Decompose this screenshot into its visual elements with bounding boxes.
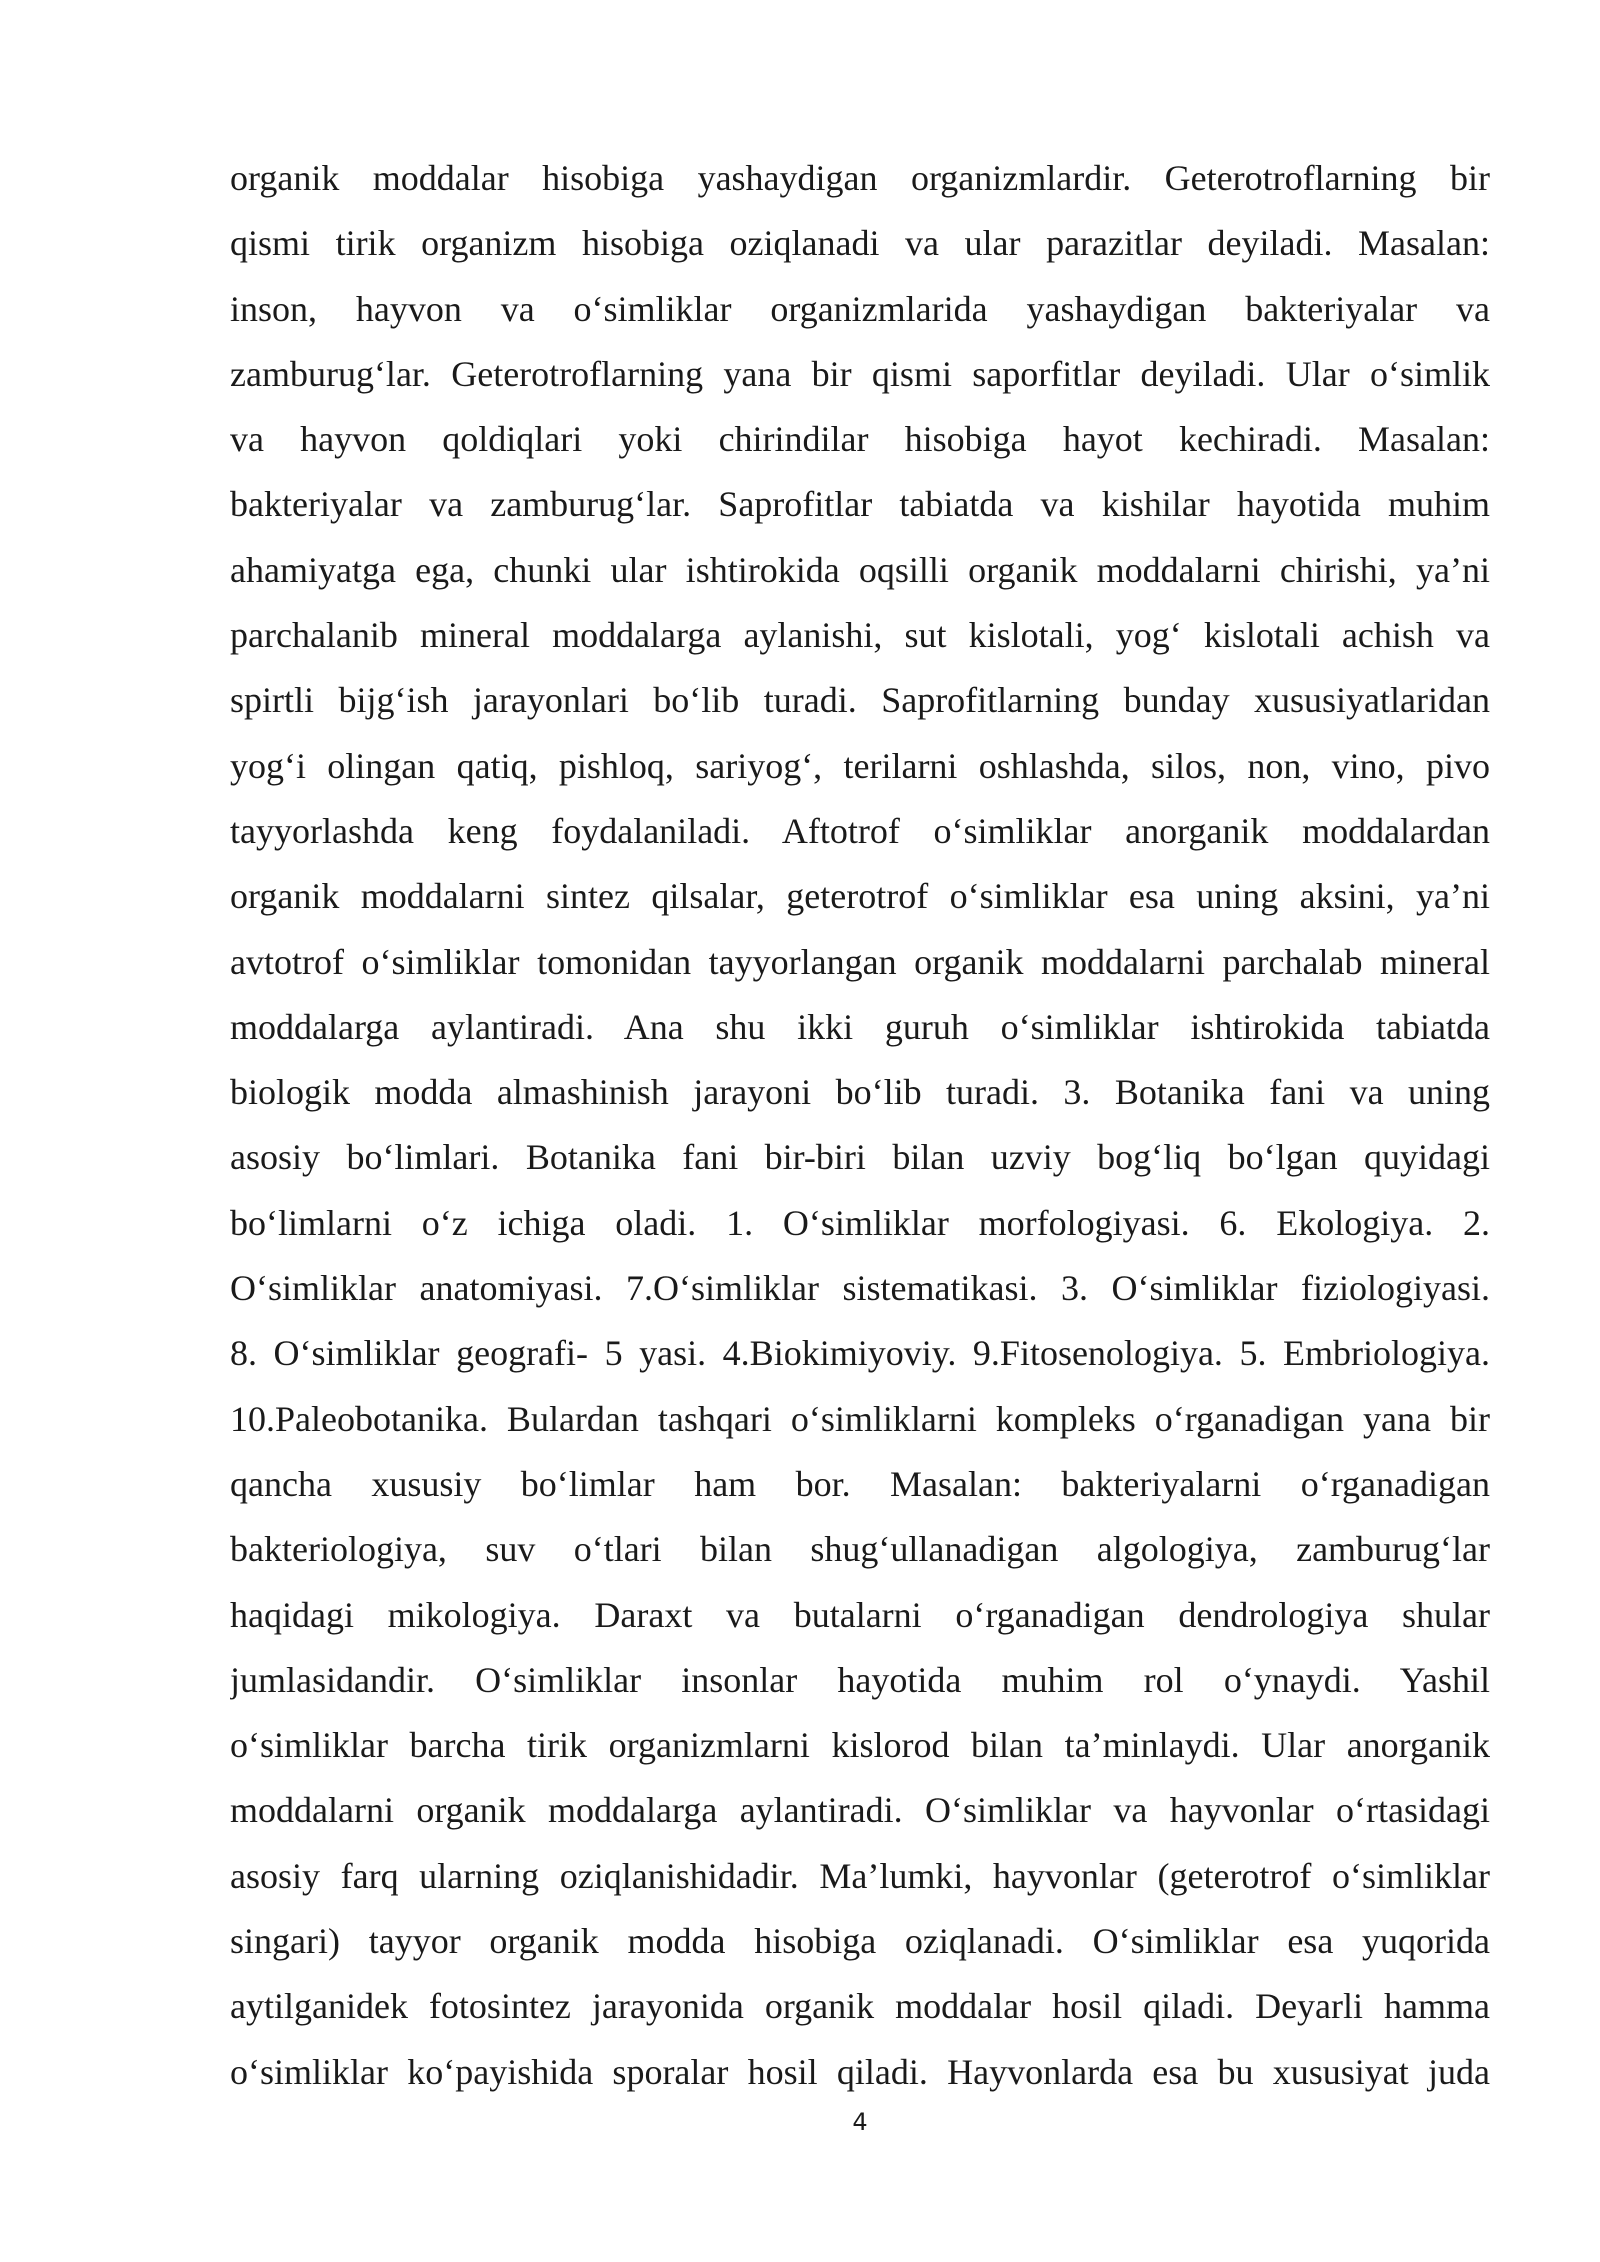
- text-line: 8. O‘simliklar geografi- 5 yasi. 4.Biokimiyoviy. 9.Fitosenologiya. 5. Embriologiya.: [230, 1333, 1490, 1374]
- text-line: asosiy farq ularning oziqlanishidadir. Ma’lumki, hayvonlar (geterotrof o‘simliklar: [230, 1855, 1490, 1896]
- text-line: O‘simliklar anatomiyasi. 7.O‘simliklar sistematikasi. 3. O‘simliklar fiziologiyasi.: [230, 1268, 1490, 1309]
- text-line: avtotrof o‘simliklar tomonidan tayyorlangan organik moddalarni parchalab mineral: [230, 941, 1490, 982]
- text-line: asosiy bo‘limlari. Botanika fani bir-biri bilan uzviy bog‘liq bo‘lgan quyidagi: [230, 1137, 1490, 1178]
- text-line: o‘simliklar ko‘payishida sporalar hosil qiladi. Hayvonlarda esa bu xususiyat juda: [230, 2051, 1490, 2092]
- text-line: bakteriologiya, suv o‘tlari bilan shug‘ullanadigan algologiya, zamburug‘lar: [230, 1529, 1490, 1570]
- text-line: moddalarni organik moddalarga aylantiradi. O‘simliklar va hayvonlar o‘rtasidagi: [230, 1790, 1490, 1831]
- text-line: moddalarga aylantiradi. Ana shu ikki guruh o‘simliklar ishtirokida tabiatda: [230, 1006, 1490, 1047]
- text-line: organik moddalarni sintez qilsalar, geterotrof o‘simliklar esa uning aksini, ya’ni: [230, 876, 1490, 917]
- text-line: singari) tayyor organik modda hisobiga oziqlanadi. O‘simliklar esa yuqorida: [230, 1921, 1490, 1962]
- text-line: tayyorlashda keng foydalaniladi. Aftotrof o‘simliklar anorganik moddalardan: [230, 810, 1490, 851]
- text-line: ahamiyatga ega, chunki ular ishtirokida oqsilli organik moddalarni chirishi, ya’ni: [230, 549, 1490, 590]
- text-line: haqidagi mikologiya. Daraxt va butalarni o‘rganadigan dendrologiya shular: [230, 1594, 1490, 1635]
- body-paragraph: [230, 146, 1490, 2105]
- text-line: biologik modda almashinish jarayoni bo‘lib turadi. 3. Botanika fani va uning: [230, 1072, 1490, 1113]
- text-line: 10.Paleobotanika. Bulardan tashqari o‘simliklarni kompleks o‘rganadigan yana bir: [230, 1398, 1490, 1439]
- text-line: spirtli bijg‘ish jarayonlari bo‘lib turadi. Saprofitlarning bunday xususiyatlaridan: [230, 680, 1490, 721]
- page-number: 4: [852, 2108, 868, 2136]
- text-line: parchalanib mineral moddalarga aylanishi, sut kislotali, yog‘ kislotali achish va: [230, 615, 1490, 656]
- text-line: bo‘limlarni o‘z ichiga oladi. 1. O‘simliklar morfologiyasi. 6. Ekologiya. 2.: [230, 1202, 1490, 1243]
- text-line: qancha xususiy bo‘limlar ham bor. Masalan: bakteriyalarni o‘rganadigan: [230, 1463, 1490, 1504]
- text-line: aytilganidek fotosintez jarayonida organik moddalar hosil qiladi. Deyarli hamma: [230, 1986, 1490, 2027]
- text-line: inson, hayvon va o‘simliklar organizmlarida yashaydigan bakteriyalar va: [230, 288, 1490, 329]
- text-line: yog‘i olingan qatiq, pishloq, sariyog‘, terilarni oshlashda, silos, non, vino, pivo: [230, 745, 1490, 786]
- text-line: o‘simliklar barcha tirik organizmlarni kislorod bilan ta’minlaydi. Ular anorganik: [230, 1725, 1490, 1766]
- text-line: zamburug‘lar. Geterotroflarning yana bir qismi saporfitlar deyiladi. Ular o‘simlik: [230, 353, 1490, 394]
- text-line: organik moddalar hisobiga yashaydigan organizmlardir. Geterotroflarning bir: [230, 158, 1490, 198]
- text-line: bakteriyalar va zamburug‘lar. Saprofitlar tabiatda va kishilar hayotida muhim: [230, 484, 1490, 525]
- text-line: jumlasidandir. O‘simliklar insonlar hayotida muhim rol o‘ynaydi. Yashil: [230, 1659, 1490, 1700]
- text-line: va hayvon qoldiqlari yoki chirindilar hisobiga hayot kechiradi. Masalan:: [230, 419, 1490, 460]
- text-line: qismi tirik organizm hisobiga oziqlanadi va ular parazitlar deyiladi. Masalan:: [230, 223, 1490, 264]
